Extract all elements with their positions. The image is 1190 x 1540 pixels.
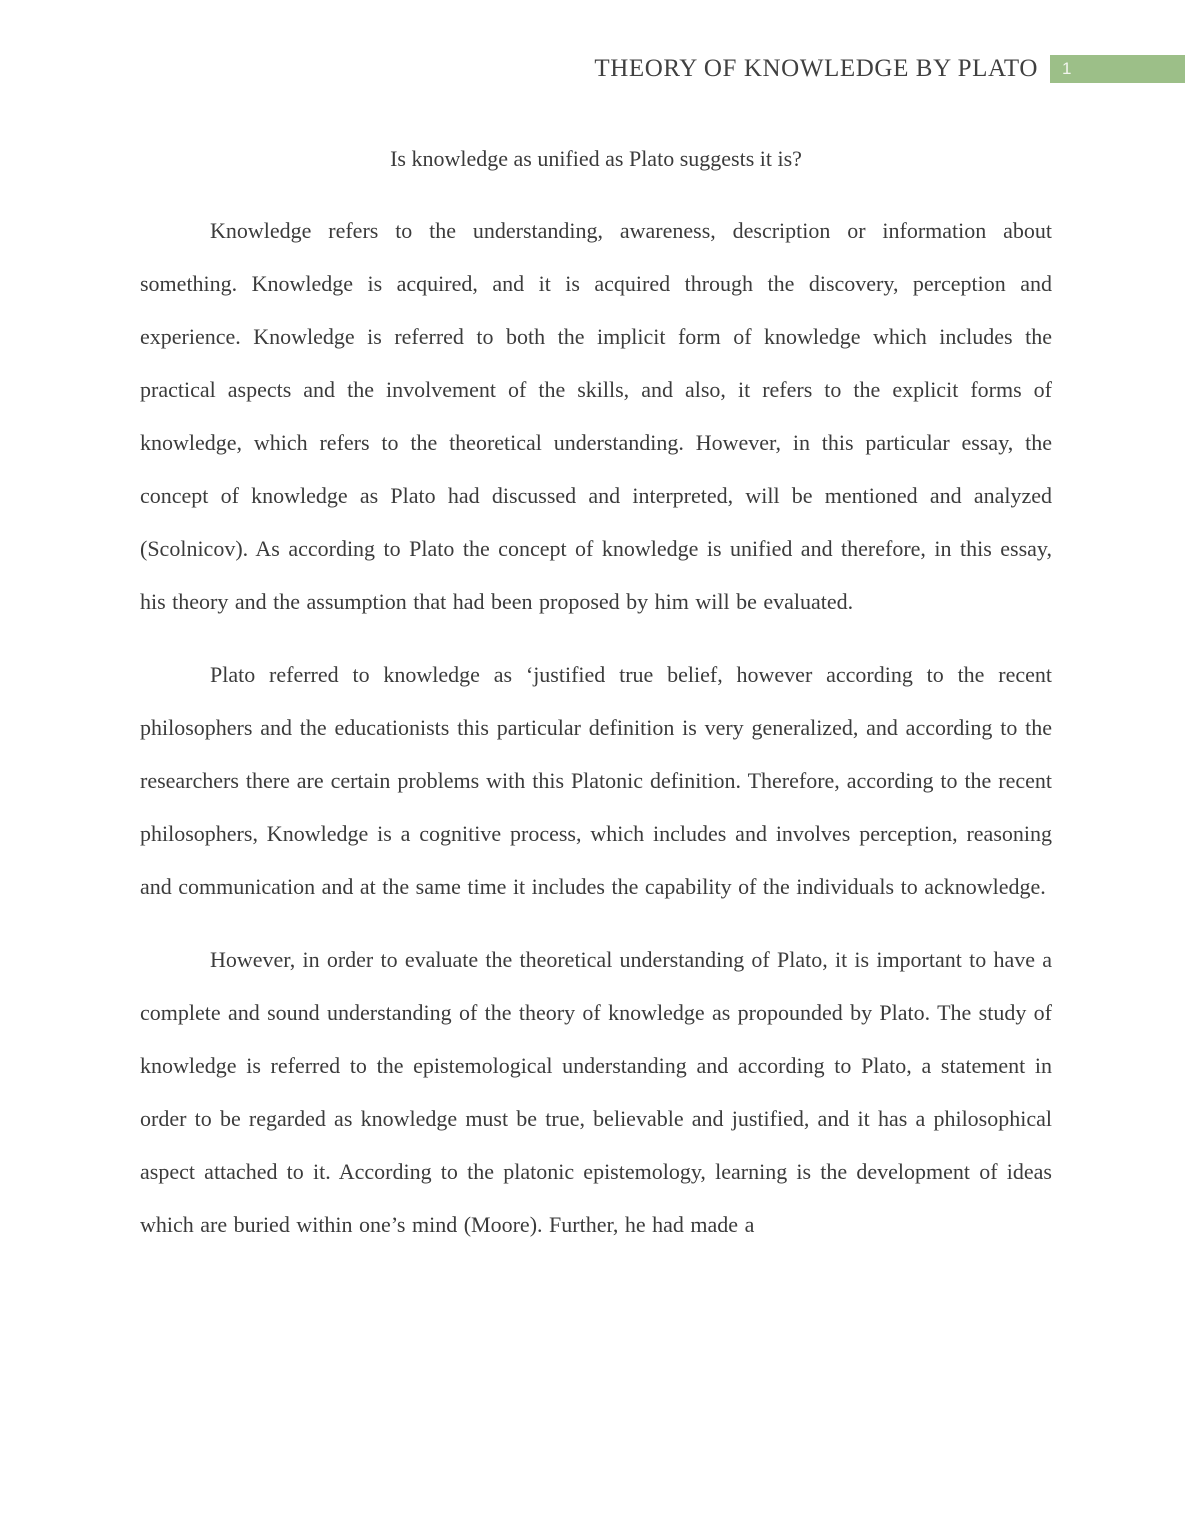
essay-paragraph-1: Knowledge refers to the understanding, awareness, description or information about something. Knowledge is acquired, and it is acquired through the discovery, perception and experience. Knowledge is referred to both the implicit form of knowledge which includes the practical aspects and the involvement of the skills, and also, it refers to the explicit forms of knowledge, which refers to the theoretical understanding. However, in this particular essay, the concept of knowledge as Plato had discussed and interpreted, will be mentioned and analyzed (Scolnicov). As according to Plato the concept of knowledge is unified and therefore, in this essay, his theory and the assumption that had been proposed by him will be evaluated. xyxy=(140,218,1052,614)
essay-paragraph-3: However, in order to evaluate the theoretical understanding of Plato, it is important to have a complete and sound understanding of the theory of knowledge as propounded by Plato. The study of knowledge is referred to the epistemological understanding and according to Plato, a statement in order to be regarded as knowledge must be true, believable and justified, and it has a philosophical aspect attached to it. According to the platonic epistemology, learning is the development of ideas which are buried within one’s mind (Moore). Further, he had made a xyxy=(140,947,1052,1237)
page-number-badge: 1 xyxy=(1050,55,1185,83)
essay-title: Is knowledge as unified as Plato suggests it is? xyxy=(390,146,802,171)
essay-content xyxy=(140,132,1052,1271)
page-header xyxy=(0,55,1185,83)
running-head-title: THEORY OF KNOWLEDGE BY PLATO xyxy=(594,55,1038,82)
essay-paragraph-2: Plato referred to knowledge as ‘justified true belief, however according to the recent philosophers and the educationists this particular definition is very generalized, and according to the researchers there are certain problems with this Platonic definition. Therefore, according to the recent philosophers, Knowledge is a cognitive process, which includes and involves perception, reasoning and communication and at the same time it includes the capability of the individuals to acknowledge. xyxy=(140,662,1052,899)
